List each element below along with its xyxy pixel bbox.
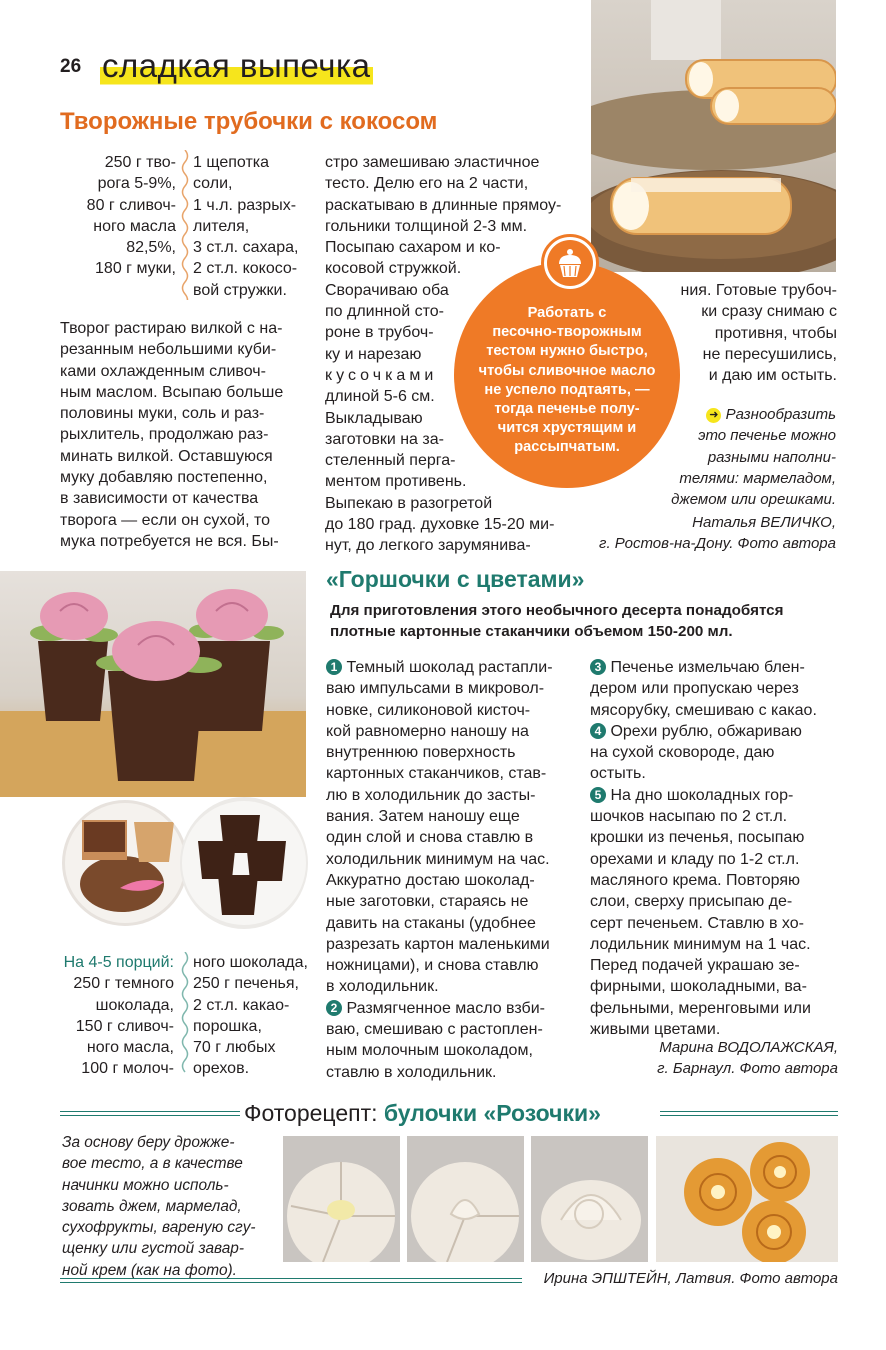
cupcake-icon [544,237,596,289]
recipe2-author: Марина ВОДОЛАЖСКАЯ, г. Барнаул. Фото автора [657,1039,838,1078]
step-5: 5 На дно шоколадных гор- шочков насыпаю по 2 ст.л. крошки из печенья, посыпаю орехами и кладу по 1-2 ст.л. масляного крема. Повторяю слои, сверху присыпаю де- серт печеньем. Ставлю в хо- лодильник минимум на 1 час. Перед подачей украшаю зе- фирными, шоколадными, ва- фельными, меренговыми или живыми цветами. [590,786,811,1039]
recipe1-paragraph-2: стро замешиваю эластичное тесто. Делю его на 2 части, раскатываю в длинные прямоу- гольники толщиной 2-3 мм. Посыпаю сахаром и ко- косовой стружкой. Сворачиваю оба по длинной сто- роне в трубоч- ку и нарезаю кусочками длиной 5-6 см. Выкладываю заготовки на за- стеленный перга- ментом противень. Выпекаю в разогретой до 180 град. духовке 15-20 ми- нут, до легкого зарумянива- [325,154,562,555]
photorecipe-text: За основу беру дрожже- вое тесто, а в качестве начинки можно исполь- зовать джем, мармелад, сухофрукты, вареную сгу- щенку или густой завар- ной крем (как на фото). [62,1134,256,1279]
step-3: 3 Печенье измельчаю блен- дером или пропускаю через мясорубку, смешиваю с какао. [590,659,817,719]
recipe1-tip: ➜ Разнообразить это печенье можно разными наполни- телями: мармеладом, джемом или орешками. [671,406,836,509]
photo-rolls [591,0,836,272]
photorecipe-author: Ирина ЭПШТЕЙН, Латвия. Фото автора [543,1270,838,1287]
photo-step-brush [62,800,188,926]
photo-step-dough-2 [407,1136,524,1262]
squiggle-divider [178,952,192,1077]
recipe2-steps-column-1 [326,657,574,1083]
step-number: 2 [326,1000,342,1016]
step-number: 4 [590,723,606,739]
photorecipe-bottom-rule [60,1278,522,1283]
step-number: 5 [590,787,606,803]
step-number: 3 [590,659,606,675]
photorecipe-rule-left [60,1111,240,1116]
photo-chocolate-cups [0,571,306,797]
cupcake-badge [541,234,599,292]
callout-text: Работать с песочно-творожным тестом нужно быстро, чтобы сливочное масло не успело подтаять, — тогда печенье полу- чится хрустящим и рассыпчатым. [478,305,656,456]
recipe2-portions-right: ного шоколада, 250 г печенья, 2 ст.л. какао- порошка, 70 г любых орехов. [193,954,308,1078]
recipe1-ingredients-right: 1 щепотка соли, 1 ч.л. разрых- лителя, 3 ст.л. сахара, 2 ст.л. кокосо- вой стружки. [193,154,299,299]
photorecipe-title: Фоторецепт: булочки «Розочки» [244,1100,601,1126]
photorecipe-rule-right [660,1111,838,1116]
squiggle-divider [178,150,192,300]
recipe1-author: Наталья ВЕЛИЧКО, г. Ростов-на-Дону. Фото автора [599,514,836,553]
step-2: 2 Размягченное масло взби- ваю, смешиваю с растоплен- ным молочным шоколадом, ставлю в холодильник. [326,999,545,1081]
photo-step-dough-1 [283,1136,400,1262]
arrow-right-icon: ➜ [706,408,721,423]
page-number: 26 [60,56,82,77]
recipe1-paragraph-3: ния. Готовые трубоч- ки сразу снимаю с противня, чтобы не пересушились, и даю им остыть. [680,282,837,385]
recipe2-title: «Горшочки с цветами» [326,566,585,592]
recipe1-title: Творожные трубочки с кокосом [60,108,438,135]
step-1: 1 Темный шоколад растапли- ваю импульсами в микровол- новке, силиконовой кисточ- кой равномерно наношу на внутреннюю поверхность картонных стаканчиков, став- лю в холодильник до засты- вания. Затем наношу еще один слой и снова ставлю в холодильник минимум на час. Аккуратно достаю шоколад- ные заготовки, стараясь не давить на стаканы (удобнее разрезать картон маленькими ножницами), и снова ставлю в холодильник. [326,659,553,996]
photo-step-dough-3 [531,1136,648,1262]
recipe2-lead: Для приготовления этого необычного десерта понадобятся плотные картонные стаканчики объемом 150-200 мл. [330,602,784,640]
photo-step-cups [180,797,308,929]
recipe2-steps-column-2 [590,657,838,1040]
section-title: сладкая выпечка [100,44,373,88]
step-4: 4 Орехи рублю, обжариваю на сухой сковороде, даю остыть. [590,722,802,783]
recipe1-ingredients-left: 250 г тво- рога 5-9%, 80 г сливоч- ного масла 82,5%, 180 г муки, [86,154,176,278]
step-number: 1 [326,659,342,675]
recipe2-portions-left: На 4-5 порций: 250 г темного шоколада, 150 г сливоч- ного масла, 100 г молоч- [63,954,174,1078]
recipe1-paragraph-1: Творог растираю вилкой с на- резанным небольшими куби- ками охлажденным сливоч- ным маслом. Всыпаю больше половины муки, соль и раз- рыхлитель, продолжаю раз- минать вилкой. Оставшуюся муку добавляю постепенно, в зависимости от качества творога — если он сухой, то мука потребуется не вся. Бы- [60,320,284,550]
photo-baked-rose-buns [656,1136,838,1262]
